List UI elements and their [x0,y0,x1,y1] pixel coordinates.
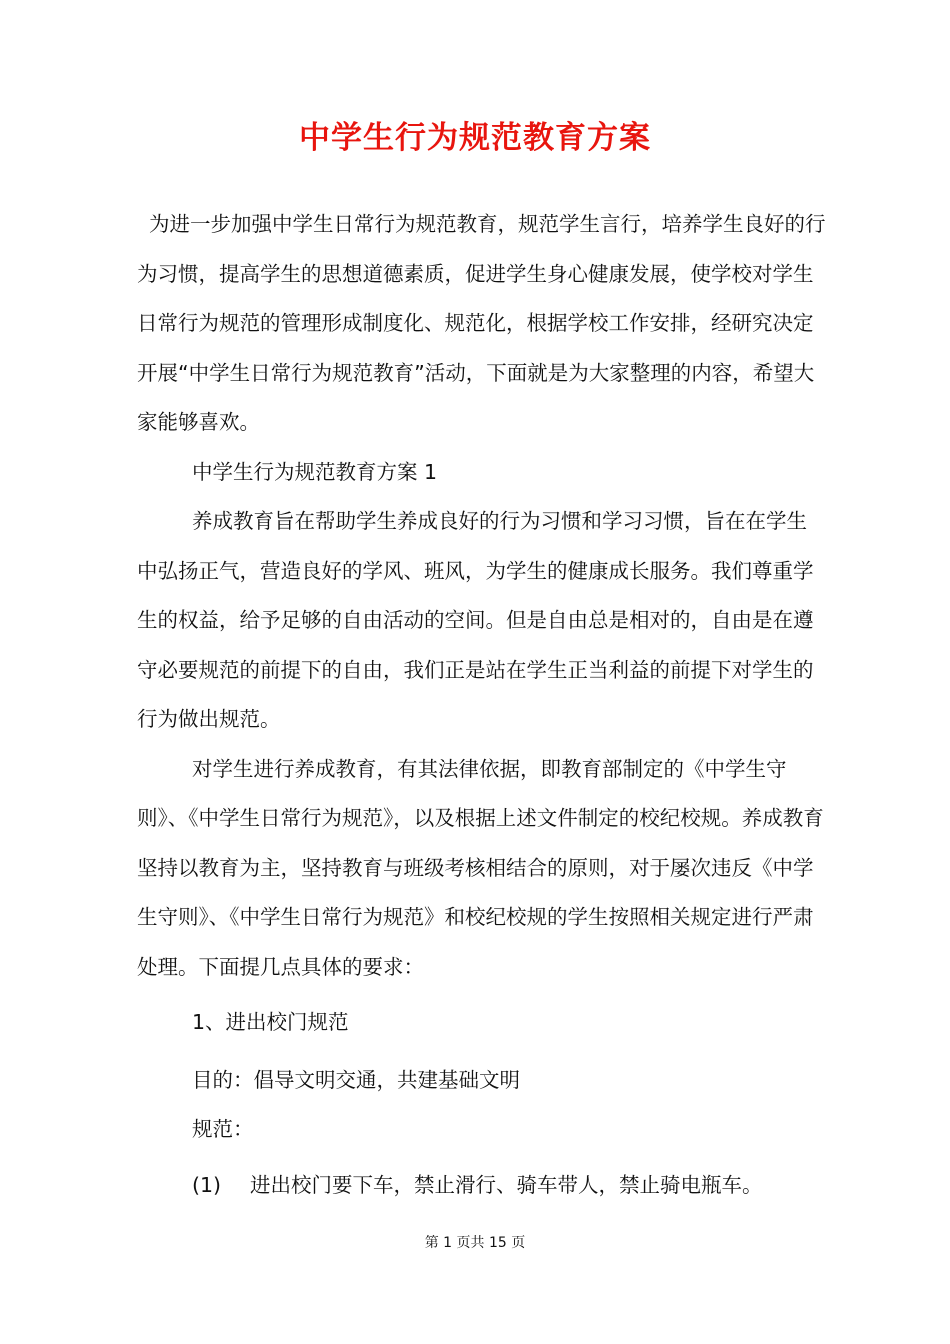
intro-paragraph: 为进一步加强中学生日常行为规范教育，规范学生言行，培养学生良好的行为习惯，提高学生的思想道德素质，促进学生身心健康发展，使学校对学生日常行为规范的管理形成制度化、规范化，根据学校工作安排，经研究决定开展“中学生日常行为规范教育”活动，下面就是为大家整理的内容，希望大家能够喜欢。 [137,212,826,434]
body-paragraph-1: 养成教育旨在帮助学生养成良好的行为习惯和学习习惯，旨在在学生中弘扬正气，营造良好的学风、班风，为学生的健康成长服务。我们尊重学生的权益，给予足够的自由活动的空间。但是自由总是相对的，自由是在遵守必要规范的前提下的自由，我们正是站在学生正当利益的前提下对学生的行为做出规范。 [137,509,814,731]
body-paragraph-2: 对学生进行养成教育，有其法律依据，即教育部制定的《中学生守则》、《中学生日常行为规范》，以及根据上述文件制定的校纪校规。养成教育坚持以教育为主，坚持教育与班级考核相结合的原则，对于屡次违反《中学生守则》、《中学生日常行为规范》和校纪校规的学生按照相关规定进行严肃处理。下面提几点具体的要求： [137,756,824,979]
plan-subheading: 中学生行为规范教育方案 1 [192,459,438,484]
norms-label: 规范： [192,1117,254,1141]
list-item-text: 进出校门要下车，禁止滑行、骑车带人，禁止骑电瓶车。 [250,1172,763,1197]
list-item-number: (1) [192,1172,222,1197]
document-body [137,200,827,1210]
section-title-1: 1、进出校门规范 [192,1010,349,1034]
purpose-line: 目的：倡导文明交通，共建基础文明 [192,1067,520,1092]
list-item [137,1161,827,1211]
document-title: 中学生行为规范教育方案 [299,120,651,156]
page-footer: 第 1 页共 15 页 [424,1235,526,1251]
